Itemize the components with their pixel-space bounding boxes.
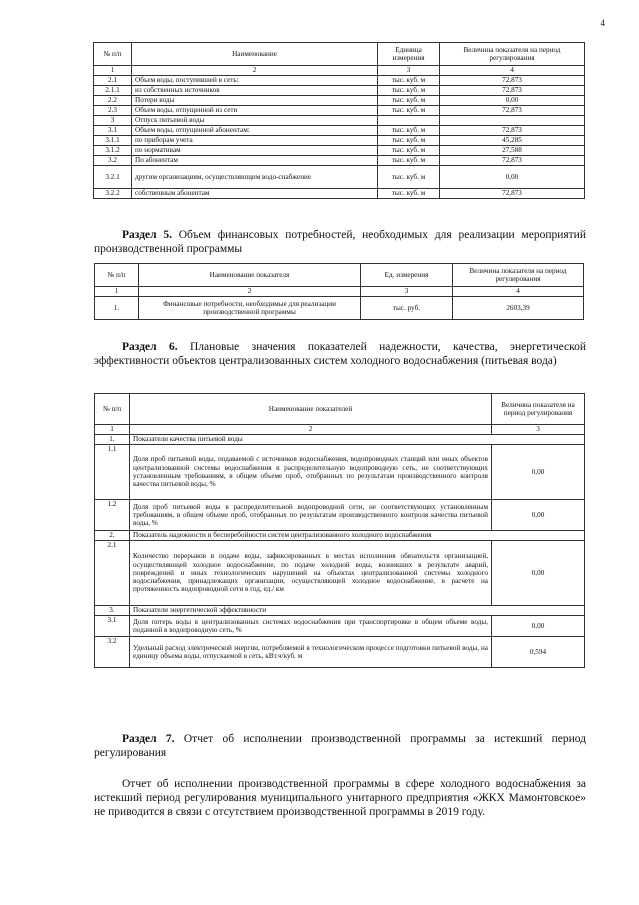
- row-number: 3.2: [95, 637, 130, 668]
- row-value: 2603,39: [453, 297, 584, 320]
- section-6-label: Раздел 6.: [122, 341, 178, 353]
- row-name: По абонентам: [132, 156, 378, 166]
- column-numbering-row: [94, 66, 585, 76]
- group-name: Показатель надежности и бесперебойности систем централизованного холодного водоснабжения: [130, 531, 585, 541]
- table-row: [94, 166, 585, 189]
- row-number: 2.: [95, 531, 130, 541]
- row-number: 3.1.2: [94, 146, 132, 156]
- numbering-cell: 3: [492, 425, 585, 435]
- section-7-title: Отчет об исполнении производственной программы за истекший период регулирования: [94, 733, 587, 759]
- row-name: по нормативам: [132, 146, 378, 156]
- row-unit: тыс. куб. м: [378, 76, 440, 86]
- numbering-cell: 2: [132, 66, 378, 76]
- table-header-row: [94, 43, 585, 66]
- group-row: [95, 435, 585, 445]
- row-name: из собственных источников: [132, 86, 378, 96]
- group-name: Показатели качества питьевой воды: [130, 435, 585, 445]
- row-name: Объем воды, отпущенной из сети: [132, 106, 378, 116]
- row-name: Потери воды: [132, 96, 378, 106]
- row-value: 45,285: [440, 136, 585, 146]
- row-name: по приборам учета: [132, 136, 378, 146]
- table-row: [94, 116, 585, 126]
- row-unit: тыс. руб.: [361, 297, 453, 320]
- table-row: [95, 445, 585, 500]
- section-7-label: Раздел 7.: [122, 733, 175, 745]
- row-value: 0,00: [492, 616, 585, 637]
- row-number: 1.1: [95, 445, 130, 500]
- financial-needs-table: [94, 263, 584, 320]
- row-number: 1.: [95, 297, 139, 320]
- row-unit: тыс. куб. м: [378, 189, 440, 199]
- row-value: 72,873: [440, 86, 585, 96]
- row-name: Количество перерывов в подаче воды, зафиксированных в местах исполнения обязательств организацией, осуществляющей холодное водоснабжение, по подаче холодной воды, возникших в результате аварий, повреждений и иных технологических нарушений на объектах централизованной системы холодного водоснабжения, принадлежащих организации, осуществляющей холодное водоснабжение, в расчете на протяженность водопроводной сети в год, ед./ км: [130, 541, 492, 606]
- header-cell: Ед. измерения: [361, 264, 453, 287]
- row-name: собственным абонентам: [132, 189, 378, 199]
- row-number: 2.1.1: [94, 86, 132, 96]
- row-number: 3.2.1: [94, 166, 132, 189]
- row-name: Финансовые потребности, необходимые для реализации производственной программы: [139, 297, 361, 320]
- table-row: [94, 189, 585, 199]
- group-name: Показатели энергетической эффективности: [130, 606, 585, 616]
- header-cell: Наименование показателей: [130, 394, 492, 425]
- numbering-cell: 4: [453, 287, 584, 297]
- row-name: Доля проб питьевой воды, подаваемой с источников водоснабжения, водопроводных станций или иных объектов централизованной системы водоснабжения в распределительную водопроводную сеть, не соответствующих установленным требованиям, в общем объеме проб, отобранных по результатам производственного контроля качества питьевой воды, %: [130, 445, 492, 500]
- row-value: 0,594: [492, 637, 585, 668]
- table-header-row: [95, 394, 585, 425]
- row-unit: тыс. куб. м: [378, 136, 440, 146]
- row-value: 72,873: [440, 126, 585, 136]
- row-name: Доля проб питьевой воды в распределительной водопроводной сети, не соответствующих установленным требованиям, в общем объеме проб, отобранных по результатам производственного контроля качества питьевой воды, %: [130, 500, 492, 531]
- numbering-cell: 2: [139, 287, 361, 297]
- numbering-cell: 3: [378, 66, 440, 76]
- row-unit: тыс. куб. м: [378, 96, 440, 106]
- water-balance-table: [93, 42, 585, 199]
- header-cell: Единица измерения: [378, 43, 440, 66]
- table-row: [94, 146, 585, 156]
- section-5-label: Раздел 5.: [122, 229, 172, 241]
- row-unit: тыс. куб. м: [378, 166, 440, 189]
- table-row: [95, 637, 585, 668]
- section-6-title: Плановые значения показателей надежности, качества, энергетической эффективности объектов централизованных систем холодного водоснабжения (питьевая вода): [94, 341, 587, 367]
- row-unit: тыс. куб. м: [378, 126, 440, 136]
- section-7-paragraph: Отчет об исполнении производственной программы в сфере холодного водоснабжения за истекший период регулирования муниципального унитарного предприятия «ЖКХ Мамонтовское» не приводится в связи с отсутствием производственной программы в 2019 году.: [94, 778, 586, 818]
- column-numbering-row: [95, 287, 584, 297]
- indicators-table: [94, 393, 585, 668]
- row-name: Доля потерь воды в централизованных системах водоснабжения при транспортировке в общем объеме воды, поданной в водопроводную сеть, %: [130, 616, 492, 637]
- section-5-heading: [94, 228, 586, 256]
- row-number: 3.1: [95, 616, 130, 637]
- row-number: 1.: [95, 435, 130, 445]
- row-name: Отпуск питьевой воды: [132, 116, 378, 126]
- header-cell: Наименование показателя: [139, 264, 361, 287]
- row-value: 0,00: [492, 500, 585, 531]
- numbering-cell: 4: [440, 66, 585, 76]
- row-name: Объем воды, отпущенной абонентам:: [132, 126, 378, 136]
- group-row: [95, 606, 585, 616]
- header-cell: Величина показателя на период регулирования: [440, 43, 585, 66]
- column-numbering-row: [95, 425, 585, 435]
- header-cell: Величина показателя на период регулирования: [453, 264, 584, 287]
- row-value: 72,873: [440, 106, 585, 116]
- row-unit: тыс. куб. м: [378, 106, 440, 116]
- row-number: 3.: [95, 606, 130, 616]
- section-7-heading: [94, 732, 586, 760]
- row-number: 2.1: [94, 76, 132, 86]
- table-header-row: [95, 264, 584, 287]
- numbering-cell: 1: [95, 287, 139, 297]
- row-number: 1.2: [95, 500, 130, 531]
- row-value: 0,00: [440, 166, 585, 189]
- page-number: 4: [600, 18, 605, 28]
- table-row: [95, 616, 585, 637]
- numbering-cell: 1: [95, 425, 130, 435]
- header-cell: Наименование: [132, 43, 378, 66]
- table-row: [94, 156, 585, 166]
- header-cell: № п/п: [95, 264, 139, 287]
- table-row: [94, 136, 585, 146]
- header-cell: Величина показателя на период регулирования: [492, 394, 585, 425]
- section-5-title: Объем финансовых потребностей, необходимых для реализации мероприятий производственной программы: [94, 229, 586, 255]
- row-value: 72,873: [440, 189, 585, 199]
- row-number: 3.1.1: [94, 136, 132, 146]
- table-row: [95, 297, 584, 320]
- row-unit: тыс. куб. м: [378, 146, 440, 156]
- row-value: 27,588: [440, 146, 585, 156]
- row-number: 3.2.2: [94, 189, 132, 199]
- table-row: [94, 86, 585, 96]
- section-6-heading: [94, 340, 586, 368]
- table-row: [94, 126, 585, 136]
- row-value: 0,00: [492, 445, 585, 500]
- table-row: [94, 96, 585, 106]
- row-number: 2.3: [94, 106, 132, 116]
- row-number: 3.2: [94, 156, 132, 166]
- row-unit: [378, 116, 440, 126]
- row-value: 72,873: [440, 156, 585, 166]
- row-value: 0,00: [440, 96, 585, 106]
- numbering-cell: 2: [130, 425, 492, 435]
- row-number: 2.1: [95, 541, 130, 606]
- row-number: 2.2: [94, 96, 132, 106]
- row-unit: тыс. куб. м: [378, 86, 440, 96]
- row-value: 0,00: [492, 541, 585, 606]
- row-number: 3: [94, 116, 132, 126]
- row-number: 3.1: [94, 126, 132, 136]
- row-value: [440, 116, 585, 126]
- numbering-cell: 3: [361, 287, 453, 297]
- numbering-cell: 1: [94, 66, 132, 76]
- row-name: Объем воды, поступившей в сеть:: [132, 76, 378, 86]
- table-row: [94, 106, 585, 116]
- header-cell: № п/п: [94, 43, 132, 66]
- table-row: [94, 76, 585, 86]
- table-row: [95, 500, 585, 531]
- table-row: [95, 541, 585, 606]
- row-name: Удельный расход электрической энергии, потребляемой в технологическом процессе подготовки питьевой воды, на единицу объема воды, отпускаемой в сеть, кВт.ч/куб. м: [130, 637, 492, 668]
- header-cell: № п/п: [95, 394, 130, 425]
- row-name: другим организациям, осуществляющим водо-снабжение: [132, 166, 378, 189]
- row-value: 72,873: [440, 76, 585, 86]
- group-row: [95, 531, 585, 541]
- row-unit: тыс. куб. м: [378, 156, 440, 166]
